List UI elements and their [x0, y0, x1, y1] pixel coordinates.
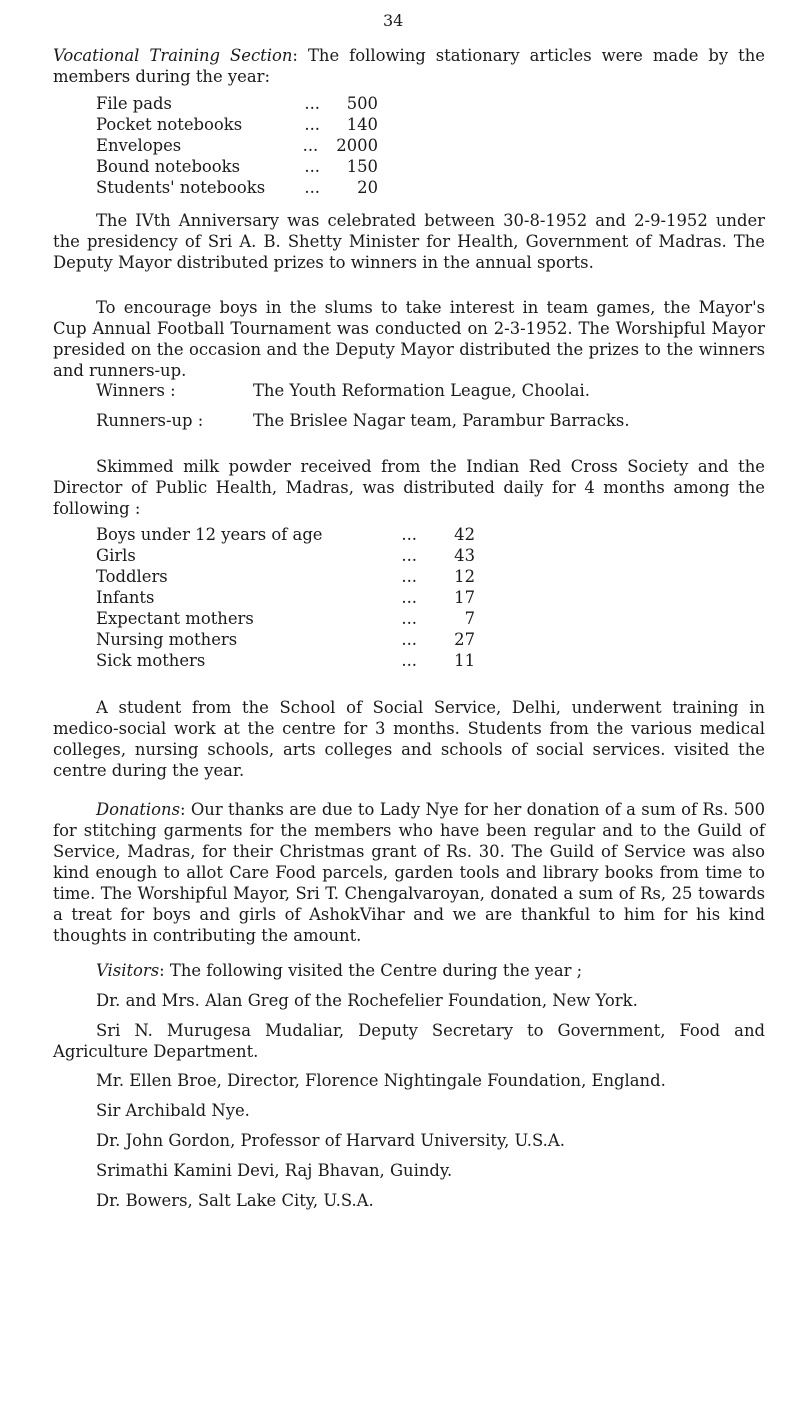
runners-up-value: The Brislee Nagar team, Parambur Barracks.	[253, 411, 630, 430]
runners-up-label: Runners-up :	[96, 411, 204, 430]
list-item: Pocket notebooks ... 140	[96, 115, 378, 134]
vocational-intro: Vocational Training Section: The following stationary articles were made by the members during the year:	[53, 46, 765, 86]
page-number: 34	[383, 11, 404, 30]
visitor-item: Sir Archibald Nye.	[96, 1101, 250, 1120]
list-item: Students' notebooks ... 20	[96, 178, 378, 197]
vocational-intro-text: The following stationary articles were made by the members during the year:	[53, 46, 765, 86]
visitor-item: Sri N. Murugesa Mudaliar, Deputy Secretary to Government, Food and Agriculture Department.	[53, 1021, 765, 1061]
winners-label: Winners :	[96, 381, 176, 400]
visitors-intro: Visitors: The following visited the Centre during the year ;	[96, 961, 583, 980]
list-item: Sick mothers ... 11	[96, 651, 475, 670]
visitor-item: Dr. John Gordon, Professor of Harvard University, U.S.A.	[96, 1131, 565, 1150]
list-item: File pads ... 500	[96, 94, 378, 113]
anniversary-paragraph: The IVth Anniversary was celebrated between 30-8-1952 and 2-9-1952 under the presidency of Sri A. B. Shetty Minister for Health, Government of Madras. The Deputy Mayor distributed prizes to winners in the annual sports.	[53, 211, 765, 272]
list-item: Boys under 12 years of age ... 42	[96, 525, 475, 544]
visitors-intro-text: The following visited the Centre during the year ;	[169, 961, 583, 980]
list-item: Nursing mothers ... 27	[96, 630, 475, 649]
visitor-item: Mr. Ellen Broe, Director, Florence Nightingale Foundation, England.	[96, 1071, 666, 1090]
donations-heading: Donations	[96, 800, 181, 819]
milk-recipients-list	[96, 524, 475, 671]
visitors-heading: Visitors	[96, 961, 160, 980]
list-item: Infants ... 17	[96, 588, 475, 607]
list-item: Toddlers ... 12	[96, 567, 475, 586]
visitor-item: Dr. Bowers, Salt Lake City, U.S.A.	[96, 1191, 374, 1210]
stationery-list	[96, 93, 378, 198]
list-item: Envelopes ... 2000	[96, 136, 378, 155]
runners-up-line	[96, 410, 630, 431]
list-item: Expectant mothers ... 7	[96, 609, 475, 628]
donations-paragraph: Donations: Our thanks are due to Lady Nye for her donation of a sum of Rs. 500 for stitching garments for the members who have been regular and to the Guild of Service, Madras, for their Christmas grant of Rs. 30. The Guild of Service was also kind enough to allot Care Food parcels, garden tools and library books from time to time. The Worshipful Mayor, Sri T. Chengalvaroyan, donated a sum of Rs, 25 towards a treat for boys and girls of AshokVihar and we are thankful to him for his kind thoughts in contributing the amount.	[53, 800, 765, 945]
winners-value: The Youth Reformation League, Choolai.	[253, 381, 590, 400]
winners-line	[96, 380, 590, 401]
football-paragraph: To encourage boys in the slums to take interest in team games, the Mayor's Cup Annual Football Tournament was conducted on 2-3-1952. The Worshipful Mayor presided on the occasion and the Deputy Mayor distributed the prizes to the winners and runners-up.	[53, 298, 765, 380]
donations-text: Our thanks are due to Lady Nye for her donation of a sum of Rs. 500 for stitching garments for the members who have been regular and to the Guild of Service, Madras, for their Christmas grant of Rs. 30. The Guild of Service was also kind enough to allot Care Food parcels, garden tools and library books from time to time. The Worshipful Mayor, Sri T. Chengalvaroyan, donated a sum of Rs, 25 towards a treat for boys and girls of AshokVihar and we are thankful to him for his kind thoughts in contributing the amount.	[53, 800, 765, 945]
list-item: Bound notebooks ... 150	[96, 157, 378, 176]
milk-paragraph: Skimmed milk powder received from the Indian Red Cross Society and the Director of Public Health, Madras, was distributed daily for 4 months among the following :	[53, 457, 765, 518]
vocational-heading: Vocational Training Section	[53, 46, 293, 65]
visitor-item: Srimathi Kamini Devi, Raj Bhavan, Guindy.	[96, 1161, 453, 1180]
student-paragraph: A student from the School of Social Service, Delhi, underwent training in medico-social work at the centre for 3 months. Students from the various medical colleges, nursing schools, arts colleges and schools of social services. visited the centre during the year.	[53, 698, 765, 780]
list-item: Girls ... 43	[96, 546, 475, 565]
visitor-item: Dr. and Mrs. Alan Greg of the Rochefelier Foundation, New York.	[96, 991, 638, 1010]
